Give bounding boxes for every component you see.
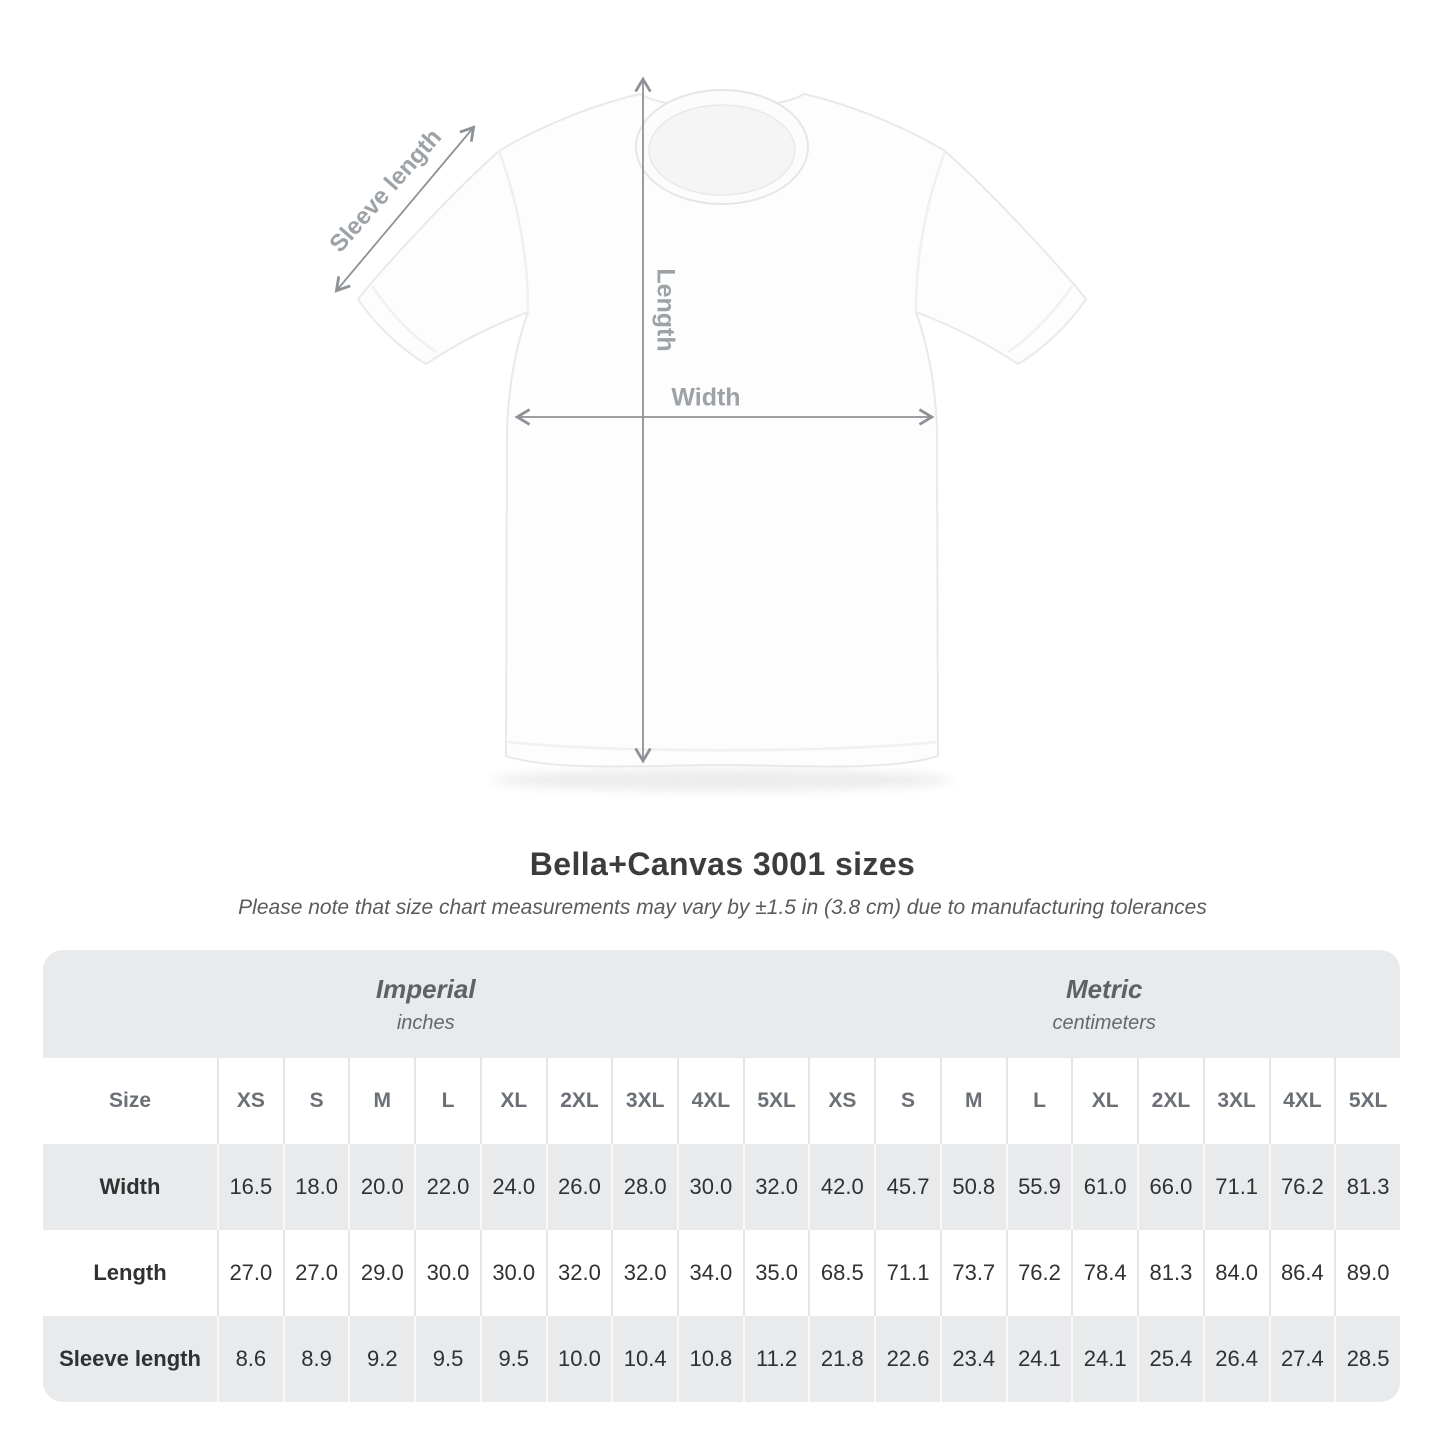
metric-label: Metric	[1065, 973, 1143, 1004]
value-cell: 76.2	[1006, 1230, 1072, 1316]
column-header: L	[414, 1058, 480, 1144]
column-header: M	[940, 1058, 1006, 1144]
row-label: Length	[43, 1230, 217, 1316]
value-cell: 18.0	[283, 1144, 349, 1230]
value-cell: 20.0	[348, 1144, 414, 1230]
value-cell: 27.0	[217, 1230, 283, 1316]
value-cell: 29.0	[348, 1230, 414, 1316]
size-header-row	[43, 1058, 1400, 1144]
value-cell: 28.5	[1334, 1316, 1400, 1402]
value-cell: 73.7	[940, 1230, 1006, 1316]
value-cell: 8.6	[217, 1316, 283, 1402]
value-cell: 9.2	[348, 1316, 414, 1402]
imperial-group-header	[43, 950, 808, 1058]
metric-unit: centimeters	[1052, 1011, 1156, 1034]
value-cell: 76.2	[1269, 1144, 1335, 1230]
imperial-label: Imperial	[375, 973, 476, 1004]
column-header: 2XL	[546, 1058, 612, 1144]
tshirt-shadow	[492, 769, 952, 791]
value-cell: 71.1	[1203, 1144, 1269, 1230]
size-column-header: Size	[43, 1058, 217, 1144]
value-cell: 32.0	[611, 1230, 677, 1316]
value-cell: 24.1	[1006, 1316, 1072, 1402]
column-header: M	[348, 1058, 414, 1144]
value-cell: 25.4	[1137, 1316, 1203, 1402]
value-cell: 22.6	[874, 1316, 940, 1402]
value-cell: 45.7	[874, 1144, 940, 1230]
value-cell: 10.4	[611, 1316, 677, 1402]
page-subtitle: Please note that size chart measurements may vary by ±1.5 in (3.8 cm) due to manufacturing tolerances	[238, 896, 1207, 919]
sleeve-length-row	[43, 1316, 1400, 1402]
value-cell: 24.0	[480, 1144, 546, 1230]
value-cell: 9.5	[414, 1316, 480, 1402]
value-cell: 78.4	[1071, 1230, 1137, 1316]
column-header: 3XL	[611, 1058, 677, 1144]
value-cell: 11.2	[743, 1316, 809, 1402]
value-cell: 26.0	[546, 1144, 612, 1230]
value-cell: 9.5	[480, 1316, 546, 1402]
column-header: 5XL	[1334, 1058, 1400, 1144]
column-header: L	[1006, 1058, 1072, 1144]
imperial-unit: inches	[396, 1011, 455, 1034]
metric-group-header	[808, 950, 1400, 1058]
value-cell: 22.0	[414, 1144, 480, 1230]
value-cell: 8.9	[283, 1316, 349, 1402]
column-header: S	[874, 1058, 940, 1144]
value-cell: 24.1	[1071, 1316, 1137, 1402]
length-label: Length	[651, 268, 680, 352]
value-cell: 68.5	[808, 1230, 874, 1316]
value-cell: 50.8	[940, 1144, 1006, 1230]
value-cell: 10.8	[677, 1316, 743, 1402]
length-row	[43, 1230, 1400, 1316]
row-label: Width	[43, 1144, 217, 1230]
width-label: Width	[671, 383, 741, 412]
row-label: Sleeve length	[43, 1316, 217, 1402]
value-cell: 21.8	[808, 1316, 874, 1402]
column-header: XS	[217, 1058, 283, 1144]
value-cell: 66.0	[1137, 1144, 1203, 1230]
column-header: XL	[480, 1058, 546, 1144]
value-cell: 61.0	[1071, 1144, 1137, 1230]
value-cell: 84.0	[1203, 1230, 1269, 1316]
value-cell: 30.0	[414, 1230, 480, 1316]
column-header: 4XL	[1269, 1058, 1335, 1144]
value-cell: 30.0	[677, 1144, 743, 1230]
value-cell: 86.4	[1269, 1230, 1335, 1316]
value-cell: 34.0	[677, 1230, 743, 1316]
tshirt-illustration	[358, 90, 1086, 767]
column-header: 4XL	[677, 1058, 743, 1144]
value-cell: 42.0	[808, 1144, 874, 1230]
value-cell: 27.0	[283, 1230, 349, 1316]
value-cell: 16.5	[217, 1144, 283, 1230]
column-header: 5XL	[743, 1058, 809, 1144]
width-row	[43, 1144, 1400, 1230]
column-header: S	[283, 1058, 349, 1144]
value-cell: 32.0	[743, 1144, 809, 1230]
value-cell: 23.4	[940, 1316, 1006, 1402]
value-cell: 89.0	[1334, 1230, 1400, 1316]
value-cell: 81.3	[1334, 1144, 1400, 1230]
value-cell: 35.0	[743, 1230, 809, 1316]
unit-group-header-row	[43, 950, 1400, 1058]
sleeve-length-label: Sleeve length	[324, 123, 448, 258]
value-cell: 26.4	[1203, 1316, 1269, 1402]
value-cell: 71.1	[874, 1230, 940, 1316]
column-header: XS	[808, 1058, 874, 1144]
size-table	[43, 950, 1400, 1402]
value-cell: 28.0	[611, 1144, 677, 1230]
value-cell: 32.0	[546, 1230, 612, 1316]
column-header: 2XL	[1137, 1058, 1203, 1144]
column-header: 3XL	[1203, 1058, 1269, 1144]
page-title: Bella+Canvas 3001 sizes	[529, 846, 916, 882]
value-cell: 30.0	[480, 1230, 546, 1316]
value-cell: 81.3	[1137, 1230, 1203, 1316]
column-header: XL	[1071, 1058, 1137, 1144]
value-cell: 55.9	[1006, 1144, 1072, 1230]
value-cell: 10.0	[546, 1316, 612, 1402]
value-cell: 27.4	[1269, 1316, 1335, 1402]
